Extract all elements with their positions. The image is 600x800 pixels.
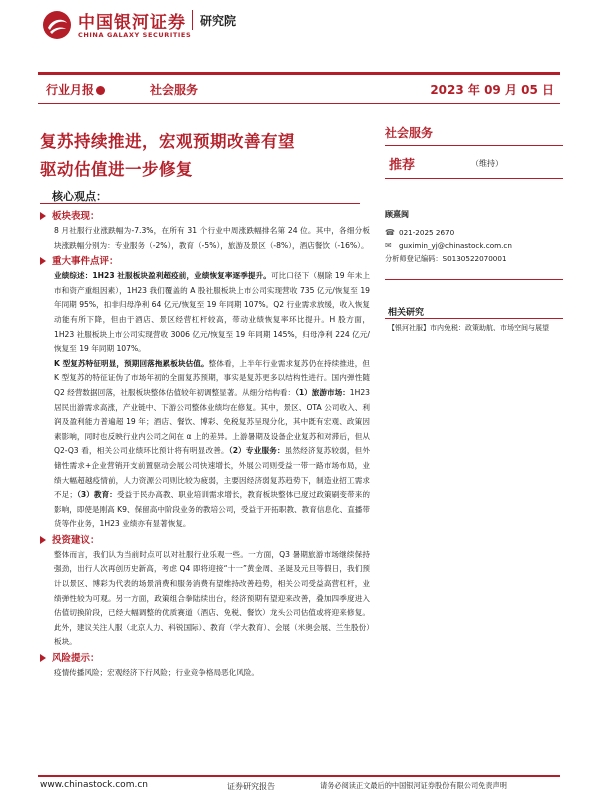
phone-icon: ☎ <box>385 228 395 237</box>
divider <box>385 178 563 179</box>
triangle-bullet-icon <box>40 654 46 662</box>
divider <box>40 203 360 204</box>
triangle-bullet-icon <box>40 257 46 265</box>
footer-url[interactable]: www.chinastock.com.cn <box>40 780 148 790</box>
rating-row <box>385 146 563 176</box>
cert-number: S0130522070001 <box>442 254 507 263</box>
related-research-heading: 相关研究 <box>388 308 425 318</box>
bullet-dot-icon <box>96 86 105 95</box>
report-info-band <box>38 72 560 104</box>
core-points-heading: 核心观点： <box>52 190 107 203</box>
side-sector: 社会服务 <box>385 126 434 140</box>
report-sector: 社会服务 <box>150 83 199 97</box>
triangle-bullet-icon <box>40 212 46 220</box>
rating-box <box>385 124 563 179</box>
galaxy-logo-icon <box>42 10 72 40</box>
divider <box>385 279 563 280</box>
report-title <box>40 128 370 184</box>
analyst-cert-row <box>385 252 563 265</box>
company-name-cn: 中国银河证券 <box>78 13 186 33</box>
investment-text: 整体而言，我们认为当前时点可以对社服行业乐观一些。一方面，Q3 暑期旅游市场继续保持强劲，出行人次再创历史新高，考虑 Q4 即将迎接“十一”黄金周、圣诞及元旦等假日，我们预计以景区、博彩为代表的场景消费和服务消费有望维持改善趋势，相关公司受益高营杠杆，业绩弹性较为可观。另一方面，政策组合拳陆续出台，经济预期有望迎来改善，叠加四季度进入估值切换阶段，已经大幅调整的优质赛道（酒店、免税、餐饮）龙头公司估值或将迎来修复。此外，建议关注人服（北京人力、科锐国际）、教育（学大教育）、会展（米奥会展、兰生股份）板块。 <box>54 549 370 647</box>
company-name-en: CHINA GALAXY SECURITIES <box>78 31 192 39</box>
analyst-phone: 021-2025 2670 <box>399 228 455 237</box>
events-text: 业绩综述：1H23 社服板块盈利超疫前，业绩恢复率逐季提升。可比口径下（剔除 19 年未上市和资产重组因素），1H23 我们覆盖的 A 股社服板块上市公司实现营收 735 亿元/恢复至 19 年同期 95%，扣非归母净利 64 亿元/恢复至 19 年同期 107%。Q2 行业需求放缓，收入恢复动能有所下降，但由于酒店、景区经营杠杆较高，带动业绩恢复率环比提升。H 股方面，1H23 社服板块上市公司实现营收 3006 亿元/恢复至 19 年同期 145%，归母净利 224 亿元/恢复至 19 年同期 107%。 K 型复苏特征明显，预期回落拖累板块估值。整体看，上半年行业需求复苏仍在持续推进，但 K 型复苏的特征证伪了市场年初的全面复苏预期，事实是复苏更多以结构性进行。国内弹性随 Q2 经营数据回落，社服板块整体估值较年初调整显著。从细分结构看：（1）旅游市场：1H23 居民出游需求高涨，产业链中、下游公司整体业绩均在修复。其中，景区、OTA 公司收入、利润及盈利能力普遍超 19 年；酒店、餐饮、博彩、免税复苏呈现分化，其中既有宏观、政策因素影响，同时也反映行业内公司之间在 α 上的差异。上游暑期及设备企业复苏和对滞后，但从 Q2-Q3 看，相关公司业绩环比预计将有明显改善。（2）专业服务：虽然经济复苏较弱，但外储性需求+企业营销开支前置驱动会展公司快速增长，外展公司则受益一带一路市场布局，业绩大幅超越疫情前，人力资源公司则比较为疲弱，主要因经济弱复苏趋势下，制造业招工需求不足；（3）教育：受益于民办高教、职业培训需求增长，教育板块整体已度过政策刷变带来的影响，即使是刚高 K9、保留高中阶段业务的教培公司，受益于开拓职教、教育信息化、直播带货等作业务，1H23 业绩亦有显著恢复。 <box>54 271 371 529</box>
section-heading-performance: 板块表现： <box>40 210 370 224</box>
analyst-info <box>385 209 563 265</box>
triangle-bullet-icon <box>40 536 46 544</box>
footer-disclaimer: 请务必阅读正文最后的中国银河证券股份有限公司免责声明 <box>320 781 507 790</box>
cert-label: 分析师登记编码： <box>385 254 443 263</box>
logo-divider <box>192 10 193 30</box>
section-heading-investment: 投资建议： <box>40 534 370 548</box>
footer-divider <box>38 775 560 777</box>
title-line-1: 复苏持续推进，宏观预期改善有望 <box>40 132 295 151</box>
section-heading-events: 重大事件点评： <box>40 255 370 269</box>
divider <box>385 318 563 319</box>
department-label: 研究院 <box>200 14 237 28</box>
analyst-phone-row <box>385 226 563 239</box>
risk-text: 疫情传播风险；宏观经济下行风险；行业竞争格局恶化风险。 <box>54 668 260 678</box>
analyst-email-row <box>385 239 563 252</box>
report-date: 2023 年 09 月 05 日 <box>430 83 554 97</box>
title-line-2: 驱动估值进一步修复 <box>40 160 193 179</box>
report-type: 行业月报 <box>46 81 105 98</box>
analyst-email[interactable]: guximin_yj@chinastock.com.cn <box>399 241 512 250</box>
analyst-name: 顾熹闽 <box>385 210 409 219</box>
rating-status: （维持） <box>471 159 503 168</box>
main-content <box>40 208 370 681</box>
section-heading-risk: 风险提示： <box>40 652 370 666</box>
performance-text: 8 月社服行业涨跌幅为-7.3%，在所有 31 个行业中周涨跌幅排名第 24 位。其中，各细分板块涨跌幅分别为：专业服务（-2%），教育（-5%），旅游及景区（-8%），酒店餐饮（-16%）。 <box>54 226 370 250</box>
page-header <box>0 0 600 70</box>
related-research-link[interactable]: 【银河社服】市内免税：政策助航、市场空间与展望 <box>388 324 549 332</box>
email-icon: ✉ <box>385 241 392 250</box>
footer-report-type: 证券研究报告 <box>227 782 275 791</box>
rating-value: 推荐 <box>389 158 416 173</box>
